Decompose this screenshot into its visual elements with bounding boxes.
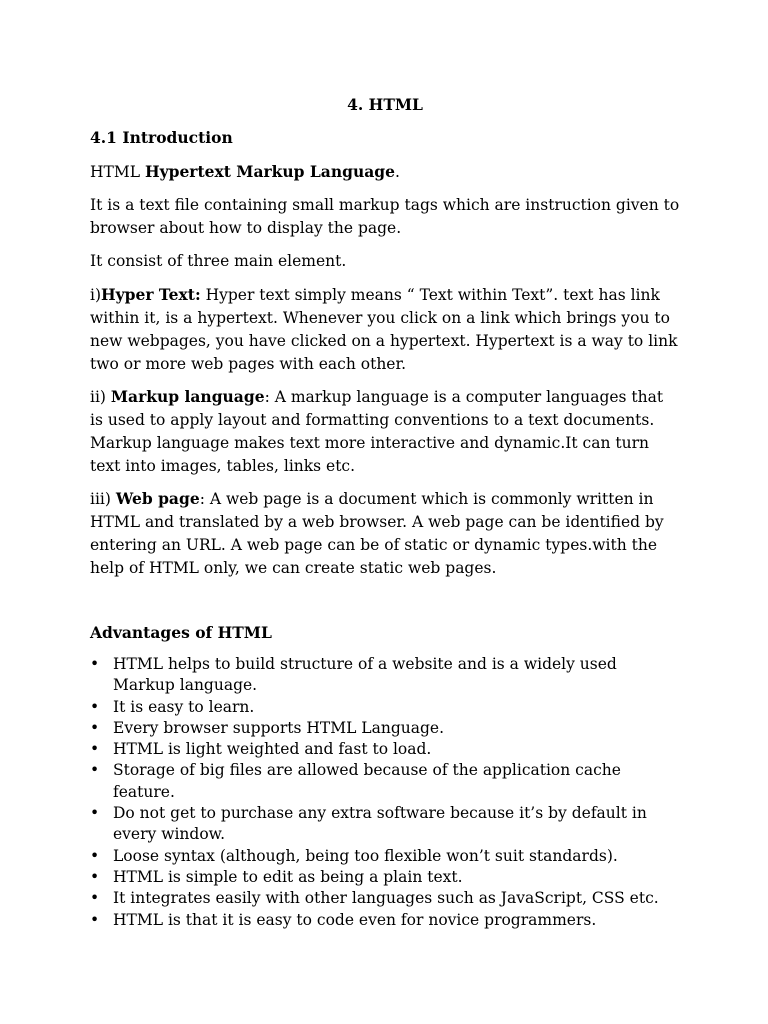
list-item (90, 739, 680, 760)
list-item-text: HTML is that it is easy to code even for novice programmers. (113, 910, 597, 929)
element-markup-paragraph (90, 385, 680, 478)
list-item (90, 803, 680, 846)
bullet-icon: • (90, 804, 100, 823)
advantages-heading: Advantages of HTML (90, 623, 272, 642)
list-item (90, 888, 680, 909)
list-item (90, 846, 680, 867)
list-item-text: Do not get to purchase any extra software because it’s by default in every window. (113, 804, 647, 844)
element-text: : A markup language is a computer languages that is used to apply layout and formatting conventions to a text documents. Markup language makes text more interactive and dynamic.It can turn text into images, tables, links etc. (90, 388, 664, 475)
elements-intro-paragraph: It consist of three main element. (90, 252, 347, 270)
element-term: Markup language (110, 387, 265, 406)
element-prefix: i) (90, 286, 102, 304)
element-text: : A web page is a document which is commonly written in HTML and translated by a web browser. A web page can be identified by entering an URL. A web page can be of static or dynamic types.with the help of HTML only, we can create static web pages. (90, 490, 664, 577)
element-prefix: iii) (90, 490, 116, 508)
definition-prefix: HTML (90, 163, 145, 181)
list-item-text: HTML is light weighted and fast to load. (113, 740, 432, 759)
definition-term: Hypertext Markup Language (144, 162, 395, 181)
bullet-icon: • (90, 697, 100, 716)
element-hypertext-paragraph (90, 283, 680, 376)
element-text: Hyper text simply means “ Text within Text”. text has link within it, is a hypertext. Whenever you click on a link which brings you to new webpages, you have clicked on a hypertext. Hypertext is a way to link two or more web pages with each other. (90, 286, 678, 373)
bullet-icon: • (90, 846, 100, 865)
list-item (90, 867, 680, 888)
list-item-text: Loose syntax (although, being too flexible won’t suit standards). (113, 846, 618, 865)
bullet-icon: • (90, 740, 100, 759)
list-item (90, 654, 680, 697)
description-paragraph: It is a text file containing small markup tags which are instruction given to browser about how to display the page. (90, 196, 680, 237)
list-item (90, 760, 680, 803)
list-item-text: Storage of big files are allowed because of the application cache feature. (113, 761, 621, 801)
list-item (90, 718, 680, 739)
chapter-title: 4. HTML (347, 95, 423, 114)
list-item (90, 910, 680, 931)
list-item (90, 697, 680, 718)
element-webpage-paragraph (90, 487, 680, 580)
element-prefix: ii) (90, 388, 111, 406)
intro-heading: 4.1 Introduction (90, 128, 233, 147)
list-item-text: HTML is simple to edit as being a plain text. (113, 867, 463, 886)
definition-suffix: . (394, 163, 400, 181)
definition-paragraph (90, 160, 680, 184)
bullet-icon: • (90, 761, 100, 780)
element-term: Hyper Text: (101, 285, 201, 304)
bullet-icon: • (90, 910, 100, 929)
list-item-text: It integrates easily with other languages such as JavaScript, CSS etc. (113, 889, 659, 908)
list-item-text: HTML helps to build structure of a website and is a widely used Markup language. (113, 655, 617, 695)
bullet-icon: • (90, 718, 100, 737)
bullet-icon: • (90, 867, 100, 886)
list-item-text: Every browser supports HTML Language. (113, 718, 444, 737)
bullet-icon: • (90, 889, 100, 908)
advantages-list (90, 654, 680, 931)
bullet-icon: • (90, 655, 100, 673)
list-item-text: It is easy to learn. (113, 697, 255, 716)
element-term: Web page (115, 489, 200, 508)
